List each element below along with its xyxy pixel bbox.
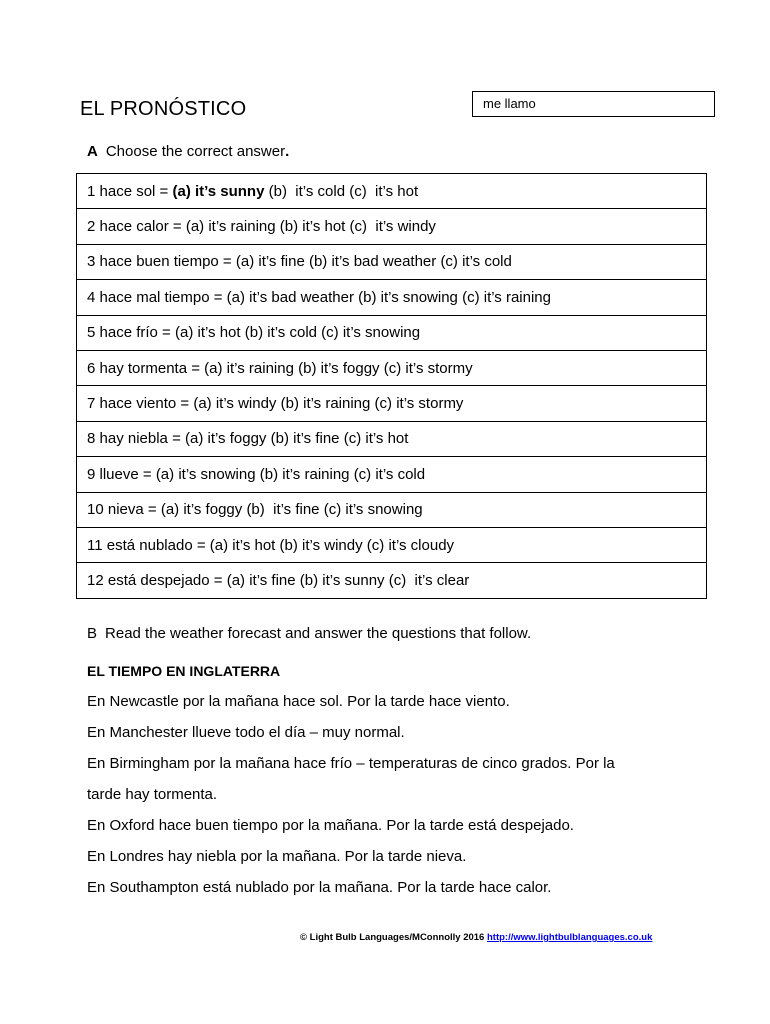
option-c[interactable]: (c) it’s hot xyxy=(349,182,419,200)
question-row xyxy=(77,421,707,456)
section-instruction: Choose the correct answer xyxy=(105,143,286,160)
option-c[interactable]: (c) it’s windy xyxy=(349,218,436,236)
forecast-line: En Oxford hace buen tiempo por la mañana. Por la tarde está despejado. xyxy=(87,817,574,834)
option-b[interactable]: (b) it’s cold xyxy=(244,324,317,342)
question-cell xyxy=(77,492,707,527)
question-row xyxy=(77,280,707,315)
question-number[interactable]: 1 xyxy=(87,182,96,200)
option-c[interactable]: (c) it’s stormy xyxy=(383,359,473,377)
forecast-title: EL TIEMPO EN INGLATERRA xyxy=(87,663,281,679)
question-number[interactable]: 4 xyxy=(87,288,96,306)
section-instruction: Read the weather forecast and answer the questions that follow. xyxy=(105,625,532,642)
question-prompt[interactable]: hay tormenta = xyxy=(99,359,205,377)
option-c[interactable]: (c) it’s hot xyxy=(343,430,409,448)
option-a[interactable]: (a) it’s bad weather xyxy=(226,288,354,306)
option-a[interactable]: (a) it’s windy xyxy=(193,395,277,413)
question-number[interactable]: 6 xyxy=(87,359,96,377)
question-cell xyxy=(77,457,707,492)
option-b[interactable]: (b) it’s cold xyxy=(268,182,346,200)
question-number[interactable]: 2 xyxy=(87,218,96,236)
page-title: EL PRONÓSTICO xyxy=(80,98,247,120)
question-cell xyxy=(77,174,707,209)
option-c[interactable]: (c) it’s stormy xyxy=(374,395,464,413)
forecast-line: En Southampton está nublado por la mañana. Por la tarde hace calor. xyxy=(87,879,552,896)
question-number[interactable]: 9 xyxy=(87,465,96,483)
section-punct: . xyxy=(285,143,290,160)
forecast-line: En Londres hay niebla por la mañana. Por la tarde nieva. xyxy=(87,848,467,865)
question-row xyxy=(77,315,707,350)
option-b[interactable]: (b) it’s raining xyxy=(259,465,350,483)
forecast-text xyxy=(87,660,687,903)
option-c[interactable]: (c) it’s cold xyxy=(353,465,426,483)
question-row xyxy=(77,527,707,562)
option-a[interactable]: (a) it’s snowing xyxy=(155,465,256,483)
question-row xyxy=(77,386,707,421)
question-row xyxy=(77,457,707,492)
option-c[interactable]: (c) it’s raining xyxy=(462,288,551,306)
question-row xyxy=(77,209,707,244)
option-b[interactable]: (b) it’s windy xyxy=(279,536,363,554)
question-row xyxy=(77,350,707,385)
option-b[interactable]: (b) it’s raining xyxy=(280,395,371,413)
option-b[interactable]: (b) it’s snowing xyxy=(358,288,458,306)
question-prompt[interactable]: hay niebla = xyxy=(99,430,185,448)
forecast-line: En Manchester llueve todo el día – muy normal. xyxy=(87,724,405,741)
option-a[interactable]: (a) it’s hot xyxy=(209,536,276,554)
question-cell xyxy=(77,527,707,562)
question-number[interactable]: 12 xyxy=(87,571,104,589)
option-a[interactable]: (a) it’s fine xyxy=(235,253,305,271)
name-field-label: me llamo xyxy=(483,96,536,111)
question-cell xyxy=(77,209,707,244)
option-b[interactable]: (b) it’s foggy xyxy=(298,359,380,377)
question-number[interactable]: 3 xyxy=(87,253,96,271)
option-c[interactable]: (c) it’s clear xyxy=(388,571,470,589)
footer-credit xyxy=(300,932,652,943)
copyright-text: © Light Bulb Languages/MConnolly 2016 xyxy=(300,932,487,943)
forecast-line: tarde hay tormenta. xyxy=(87,786,218,803)
question-row xyxy=(77,492,707,527)
section-letter: B xyxy=(87,625,98,642)
question-row xyxy=(77,563,707,598)
question-prompt[interactable]: hace frío = xyxy=(99,324,175,342)
question-cell xyxy=(77,563,707,598)
question-cell xyxy=(77,315,707,350)
option-b[interactable]: (b) it’s fine xyxy=(270,430,340,448)
option-a[interactable]: (a) it’s foggy xyxy=(185,430,267,448)
option-c[interactable]: (c) it’s snowing xyxy=(323,501,423,519)
questions-table xyxy=(76,173,707,599)
question-number[interactable]: 10 xyxy=(87,501,104,519)
question-cell xyxy=(77,280,707,315)
forecast-line: En Birmingham por la mañana hace frío – temperaturas de cinco grados. Por la xyxy=(87,755,615,772)
option-a[interactable]: (a) it’s fine xyxy=(226,571,296,589)
option-b[interactable]: (b) it’s fine xyxy=(246,501,320,519)
question-cell xyxy=(77,350,707,385)
option-a[interactable]: (a) it’s raining xyxy=(185,218,276,236)
question-number[interactable]: 7 xyxy=(87,395,96,413)
question-row xyxy=(77,174,707,209)
section-letter: A xyxy=(87,143,98,160)
question-cell xyxy=(77,421,707,456)
website-link[interactable]: http://www.lightbulblanguages.co.uk xyxy=(487,932,653,943)
option-c[interactable]: (c) it’s cold xyxy=(440,253,512,271)
question-cell xyxy=(77,244,707,279)
question-prompt[interactable]: hace mal tiempo = xyxy=(99,288,227,306)
option-b[interactable]: (b) it’s sunny xyxy=(299,571,385,589)
question-prompt[interactable]: está despejado = xyxy=(107,571,227,589)
question-prompt[interactable]: hace sol = xyxy=(99,182,173,200)
section-a-heading xyxy=(87,143,289,160)
question-number[interactable]: 8 xyxy=(87,430,96,448)
question-prompt[interactable]: hace buen tiempo = xyxy=(99,253,236,271)
option-c[interactable]: (c) it’s cloudy xyxy=(366,536,455,554)
question-prompt[interactable]: nieva = xyxy=(107,501,161,519)
option-b[interactable]: (b) it’s bad weather xyxy=(308,253,437,271)
option-c[interactable]: (c) it’s snowing xyxy=(321,324,421,342)
option-a[interactable]: (a) it’s hot xyxy=(174,324,241,342)
option-a[interactable]: (a) it’s sunny xyxy=(172,182,265,200)
question-prompt[interactable]: llueve = xyxy=(99,465,156,483)
option-a[interactable]: (a) it’s foggy xyxy=(160,501,243,519)
question-number[interactable]: 11 xyxy=(87,536,103,554)
section-b-heading xyxy=(87,625,531,642)
question-prompt[interactable]: hace viento = xyxy=(99,395,194,413)
name-field[interactable] xyxy=(472,91,715,117)
question-prompt[interactable]: está nublado = xyxy=(106,536,210,554)
option-a[interactable]: (a) it’s raining xyxy=(204,359,294,377)
question-prompt[interactable]: hace calor = xyxy=(99,218,186,236)
option-b[interactable]: (b) it’s hot xyxy=(279,218,346,236)
question-number[interactable]: 5 xyxy=(87,324,96,342)
forecast-line: En Newcastle por la mañana hace sol. Por la tarde hace viento. xyxy=(87,693,510,710)
question-cell xyxy=(77,386,707,421)
question-row xyxy=(77,244,707,279)
